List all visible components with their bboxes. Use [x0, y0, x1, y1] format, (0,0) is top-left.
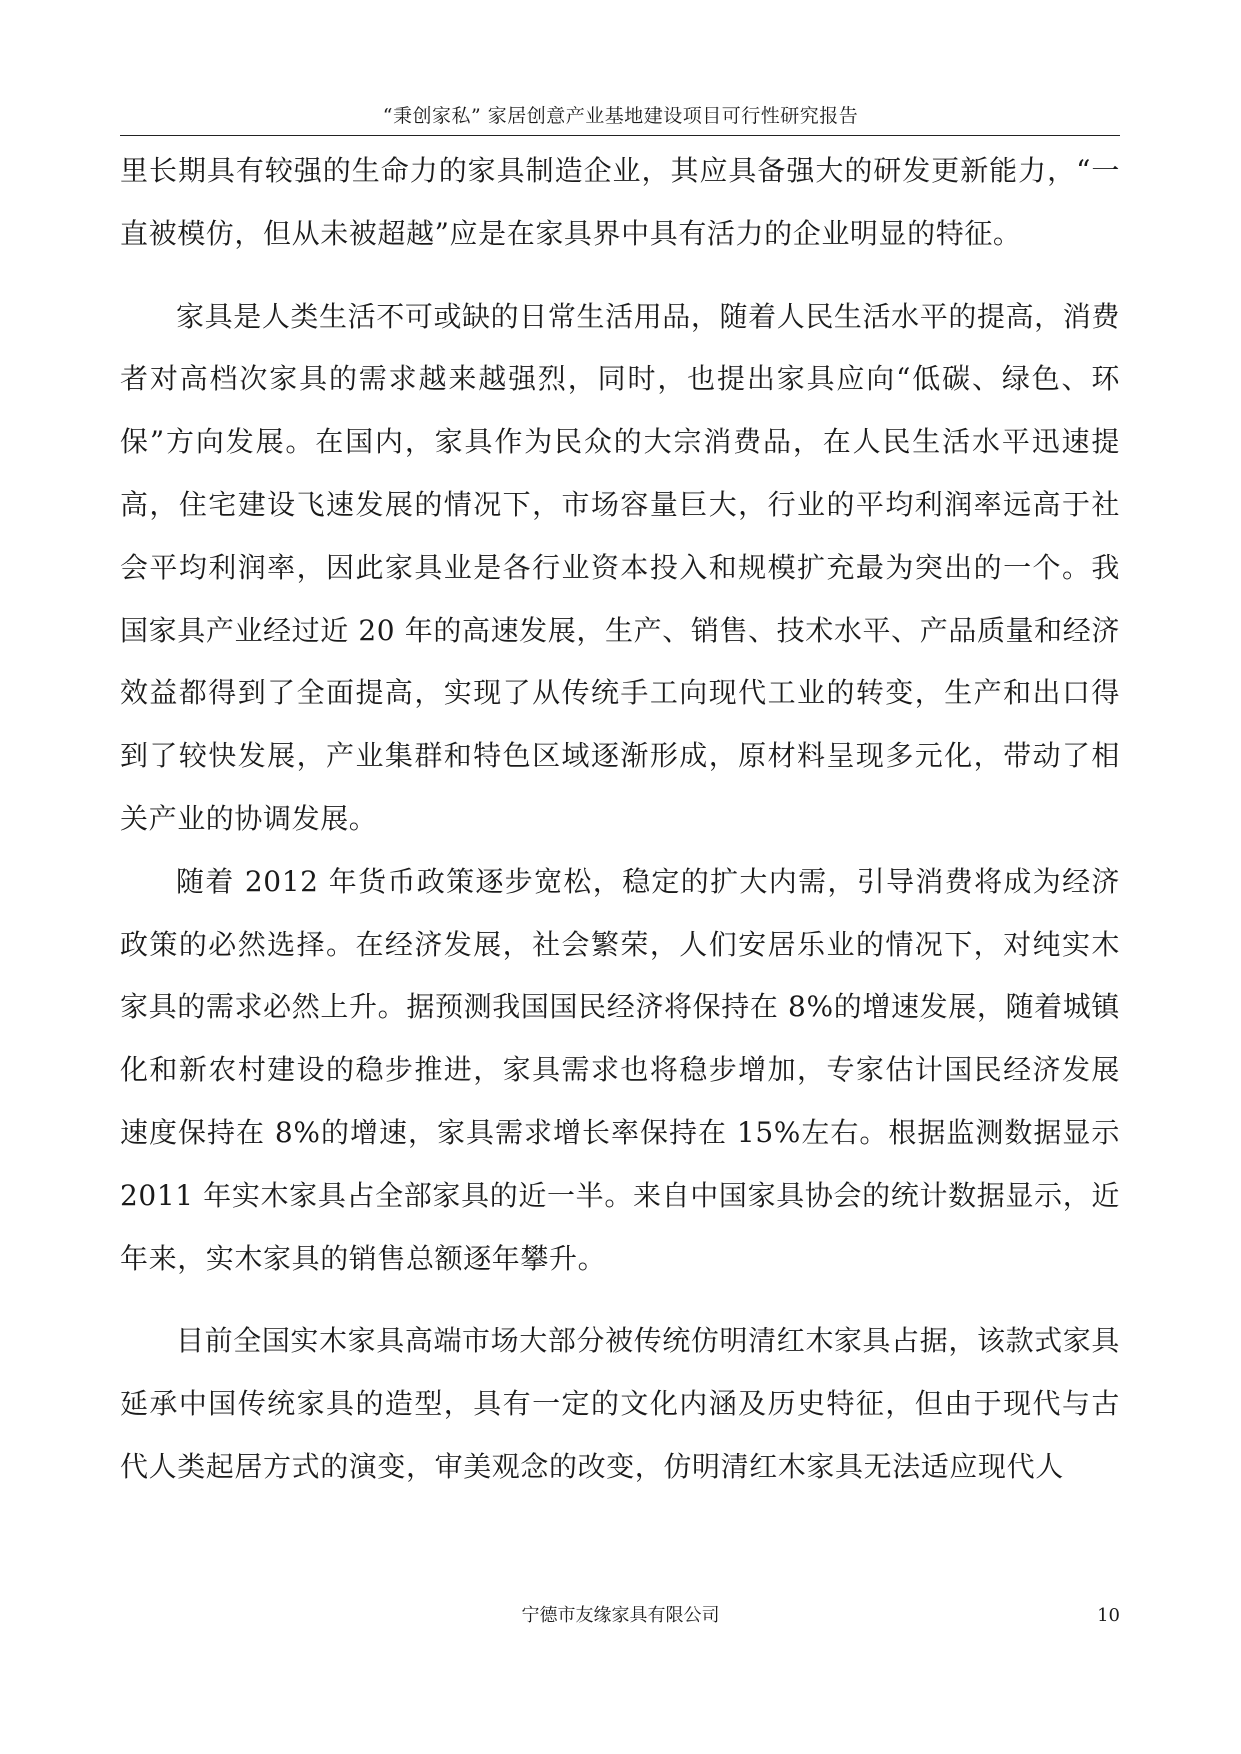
header-rule: [120, 135, 1120, 136]
page-header: “秉创家私” 家居创意产业基地建设项目可行性研究报告: [382, 105, 859, 127]
paragraph-3: 随着 2012 年货币政策逐步宽松，稳定的扩大内需，引导消费将成为经济政策的必然选择。在经济发展，社会繁荣，人们安居乐业的情况下，对纯实木家具的需求必然上升。据预测我国国民经济将保持在 8%的增速发展，随着城镇化和新农村建设的稳步推进，家具需求也将稳步增加，专家估计国民经济发展速度保持在 8%的增速，家具需求增长率保持在 15%左右。根据监测数据显示 2011 年实木家具占全部家具的近一半。来自中国家具协会的统计数据显示，近年来，实木家具的销售总额逐年攀升。: [120, 864, 1120, 1275]
paragraph-1: 里长期具有较强的生命力的家具制造企业，其应具备强大的研发更新能力，“一直被模仿，但从未被超越”应是在家具界中具有活力的企业明显的特征。: [120, 154, 1120, 250]
footer-company: 宁德市友缘家具有限公司: [521, 1605, 720, 1626]
paragraph-4: 目前全国实木家具高端市场大部分被传统仿明清红木家具占据，该款式家具延承中国传统家具的造型，具有一定的文化内涵及历史特征，但由于现代与古代人类起居方式的演变，审美观念的改变，仿明清红木家具无法适应现代人: [120, 1324, 1120, 1483]
paragraph-2: 家具是人类生活不可或缺的日常生活用品，随着人民生活水平的提高，消费者对高档次家具的需求越来越强烈，同时，也提出家具应向“低碳、绿色、环保”方向发展。在国内，家具作为民众的大宗消费品，在人民生活水平迅速提高，住宅建设飞速发展的情况下，市场容量巨大，行业的平均利润率远高于社会平均利润率，因此家具业是各行业资本投入和规模扩充最为突出的一个。我国家具产业经过近 20 年的高速发展，生产、销售、技术水平、产品质量和经济效益都得到了全面提高，实现了从传统手工向现代工业的转变，生产和出口得到了较快发展，产业集群和特色区域逐渐形成，原材料呈现多元化，带动了相关产业的协调发展。: [120, 299, 1120, 835]
page-number: 10: [1097, 1605, 1120, 1626]
body-text: [120, 140, 1120, 1499]
